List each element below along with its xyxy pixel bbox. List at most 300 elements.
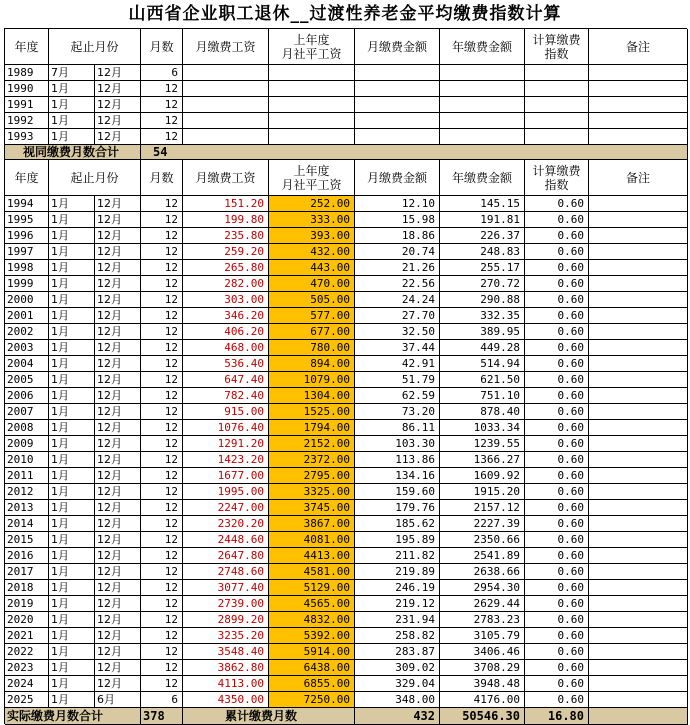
cell-monthly[interactable]: 21.26 [355, 260, 440, 276]
cell-remark[interactable] [589, 692, 688, 708]
cell-annual[interactable]: 3406.46 [440, 644, 525, 660]
cell-months[interactable]: 12 [141, 340, 183, 356]
deemed-total-label[interactable]: 视同缴费月数合计 [5, 145, 141, 160]
cell-end[interactable]: 12月 [95, 660, 141, 676]
cumulative-months-value[interactable]: 432 [355, 708, 440, 725]
cell-remark[interactable] [589, 244, 688, 260]
cell-end[interactable]: 12月 [95, 113, 141, 129]
cell-index[interactable]: 0.60 [525, 548, 589, 564]
cell-monthly[interactable]: 283.87 [355, 644, 440, 660]
cell-remark[interactable] [589, 113, 688, 129]
cell-months[interactable]: 12 [141, 420, 183, 436]
cell-annual[interactable]: 2350.66 [440, 532, 525, 548]
cell-monthly[interactable]: 103.30 [355, 436, 440, 452]
cell-year[interactable]: 2020 [5, 612, 49, 628]
cell-annual[interactable]: 145.15 [440, 196, 525, 212]
cell-avg[interactable]: 2152.00 [269, 436, 355, 452]
cell-end[interactable]: 12月 [95, 644, 141, 660]
cell-remark[interactable] [589, 324, 688, 340]
cell-start[interactable]: 1月 [49, 404, 95, 420]
header-annual-amount[interactable]: 年缴费金额 [440, 29, 525, 65]
cell-start[interactable]: 1月 [49, 676, 95, 692]
cell-avg[interactable]: 3745.00 [269, 500, 355, 516]
cell-end[interactable]: 12月 [95, 324, 141, 340]
cell-end[interactable]: 12月 [95, 260, 141, 276]
cell-year[interactable]: 1998 [5, 260, 49, 276]
cell-index[interactable]: 0.60 [525, 468, 589, 484]
cell-wage[interactable]: 2647.80 [183, 548, 269, 564]
cell-monthly[interactable]: 309.02 [355, 660, 440, 676]
cell-remark[interactable] [589, 372, 688, 388]
cell-start[interactable]: 1月 [49, 372, 95, 388]
cell-annual[interactable]: 2541.89 [440, 548, 525, 564]
cell-annual[interactable] [440, 113, 525, 129]
cell-avg[interactable]: 432.00 [269, 244, 355, 260]
cell-wage[interactable]: 647.40 [183, 372, 269, 388]
cell-months[interactable]: 6 [141, 65, 183, 81]
actual-months-label[interactable]: 实际缴费月数合计 [5, 708, 141, 725]
cell-wage[interactable]: 915.00 [183, 404, 269, 420]
cell-year[interactable]: 2019 [5, 596, 49, 612]
header-remark[interactable]: 备注 [589, 160, 688, 196]
cell-index[interactable]: 0.60 [525, 340, 589, 356]
cell-end[interactable]: 12月 [95, 97, 141, 113]
cell-remark[interactable] [589, 340, 688, 356]
cell-months[interactable]: 12 [141, 548, 183, 564]
cell-months[interactable]: 12 [141, 292, 183, 308]
cell-end[interactable]: 6月 [95, 692, 141, 708]
cell-index[interactable]: 0.60 [525, 228, 589, 244]
cell-year[interactable]: 2006 [5, 388, 49, 404]
cell-months[interactable]: 12 [141, 516, 183, 532]
cell-months[interactable]: 12 [141, 244, 183, 260]
cell-monthly[interactable]: 24.24 [355, 292, 440, 308]
cell-annual[interactable]: 3105.79 [440, 628, 525, 644]
cell-monthly[interactable]: 231.94 [355, 612, 440, 628]
cell-remark[interactable] [589, 644, 688, 660]
cell-avg[interactable]: 6855.00 [269, 676, 355, 692]
cell-index[interactable]: 0.60 [525, 612, 589, 628]
cell-remark[interactable] [589, 548, 688, 564]
cell-remark[interactable] [589, 500, 688, 516]
cell-monthly[interactable]: 22.56 [355, 276, 440, 292]
cell-start[interactable]: 1月 [49, 580, 95, 596]
cell-remark[interactable] [589, 292, 688, 308]
cell-avg[interactable] [269, 129, 355, 145]
header-months[interactable]: 月数 [141, 160, 183, 196]
cell-annual[interactable]: 332.35 [440, 308, 525, 324]
header-index[interactable]: 计算缴费 指数 [525, 160, 589, 196]
cell-index[interactable]: 0.60 [525, 260, 589, 276]
cell-index[interactable]: 0.60 [525, 452, 589, 468]
cell-remark[interactable] [589, 81, 688, 97]
cell-months[interactable]: 12 [141, 129, 183, 145]
cell-index[interactable]: 0.60 [525, 196, 589, 212]
cell-year[interactable]: 1989 [5, 65, 49, 81]
cell-wage[interactable]: 2247.00 [183, 500, 269, 516]
cell-year[interactable]: 1993 [5, 129, 49, 145]
cell-wage[interactable]: 2748.60 [183, 564, 269, 580]
cell-index[interactable]: 0.60 [525, 532, 589, 548]
cell-start[interactable]: 1月 [49, 612, 95, 628]
cell-monthly[interactable]: 246.19 [355, 580, 440, 596]
cell-remark[interactable] [589, 452, 688, 468]
cell-remark[interactable] [589, 516, 688, 532]
cell-months[interactable]: 12 [141, 388, 183, 404]
cell-remark[interactable] [589, 65, 688, 81]
cell-annual[interactable]: 751.10 [440, 388, 525, 404]
cell-annual[interactable] [440, 97, 525, 113]
cell-annual[interactable]: 2629.44 [440, 596, 525, 612]
cell-wage[interactable] [183, 113, 269, 129]
cell-remark[interactable] [589, 564, 688, 580]
cell-avg[interactable]: 443.00 [269, 260, 355, 276]
cell-remark[interactable] [589, 212, 688, 228]
cell-months[interactable]: 12 [141, 372, 183, 388]
cell-wage[interactable]: 1995.00 [183, 484, 269, 500]
cell-index[interactable]: 0.60 [525, 660, 589, 676]
cell-months[interactable]: 12 [141, 308, 183, 324]
cell-end[interactable]: 12月 [95, 388, 141, 404]
cell-months[interactable]: 12 [141, 436, 183, 452]
cell-months[interactable]: 12 [141, 484, 183, 500]
cell-monthly[interactable]: 185.62 [355, 516, 440, 532]
cell-avg[interactable]: 677.00 [269, 324, 355, 340]
cell-end[interactable]: 12月 [95, 452, 141, 468]
cell-months[interactable]: 12 [141, 676, 183, 692]
cell-wage[interactable]: 4113.00 [183, 676, 269, 692]
cell-index[interactable]: 0.60 [525, 212, 589, 228]
cell-wage[interactable]: 2739.00 [183, 596, 269, 612]
cell-months[interactable]: 12 [141, 260, 183, 276]
header-index[interactable]: 计算缴费 指数 [525, 29, 589, 65]
cell-start[interactable]: 1月 [49, 436, 95, 452]
cell-monthly[interactable]: 211.82 [355, 548, 440, 564]
cell-end[interactable]: 12月 [95, 436, 141, 452]
cell-year[interactable]: 1999 [5, 276, 49, 292]
cell-avg[interactable] [269, 97, 355, 113]
cell-index[interactable] [525, 97, 589, 113]
cell-start[interactable]: 1月 [49, 452, 95, 468]
cell-index[interactable]: 0.60 [525, 388, 589, 404]
cell-start[interactable]: 1月 [49, 500, 95, 516]
cell-months[interactable]: 12 [141, 356, 183, 372]
cell-remark[interactable] [589, 436, 688, 452]
cell-remark[interactable] [589, 308, 688, 324]
cell-wage[interactable]: 151.20 [183, 196, 269, 212]
cell-avg[interactable]: 4413.00 [269, 548, 355, 564]
cell-monthly[interactable]: 258.82 [355, 628, 440, 644]
cell-start[interactable]: 1月 [49, 548, 95, 564]
cell-year[interactable]: 2016 [5, 548, 49, 564]
cell-monthly[interactable]: 86.11 [355, 420, 440, 436]
cell-index[interactable]: 0.60 [525, 308, 589, 324]
cell-year[interactable]: 2024 [5, 676, 49, 692]
cell-annual[interactable]: 878.40 [440, 404, 525, 420]
cell-index[interactable]: 0.60 [525, 596, 589, 612]
header-avg-wage[interactable]: 上年度 月社平工资 [269, 29, 355, 65]
cell-avg[interactable]: 505.00 [269, 292, 355, 308]
cell-remark[interactable] [589, 228, 688, 244]
cell-wage[interactable]: 782.40 [183, 388, 269, 404]
cell-monthly[interactable]: 219.89 [355, 564, 440, 580]
cell-wage[interactable]: 468.00 [183, 340, 269, 356]
cell-avg[interactable] [269, 65, 355, 81]
cell-annual[interactable]: 255.17 [440, 260, 525, 276]
cell-end[interactable]: 12月 [95, 596, 141, 612]
cell-index[interactable]: 0.60 [525, 628, 589, 644]
cell-end[interactable]: 12月 [95, 468, 141, 484]
cell-end[interactable]: 12月 [95, 308, 141, 324]
header-avg-wage[interactable]: 上年度 月社平工资 [269, 160, 355, 196]
cell-year[interactable]: 2017 [5, 564, 49, 580]
cell-monthly[interactable] [355, 113, 440, 129]
cell-annual[interactable]: 1239.55 [440, 436, 525, 452]
cell-avg[interactable]: 3867.00 [269, 516, 355, 532]
cell-year[interactable]: 2023 [5, 660, 49, 676]
cell-months[interactable]: 12 [141, 532, 183, 548]
cell-end[interactable]: 12月 [95, 292, 141, 308]
cell-monthly[interactable]: 32.50 [355, 324, 440, 340]
cell-avg[interactable]: 4832.00 [269, 612, 355, 628]
cell-monthly[interactable]: 134.16 [355, 468, 440, 484]
cell-end[interactable]: 12月 [95, 340, 141, 356]
cell-index[interactable]: 0.60 [525, 420, 589, 436]
cell-start[interactable]: 1月 [49, 228, 95, 244]
annual-total-value[interactable]: 50546.30 [440, 708, 525, 725]
header-monthly-amount[interactable]: 月缴费金额 [355, 160, 440, 196]
cell-remark[interactable] [589, 388, 688, 404]
cell-monthly[interactable]: 195.89 [355, 532, 440, 548]
cell-remark[interactable] [589, 260, 688, 276]
cell-year[interactable]: 1992 [5, 113, 49, 129]
cell-avg[interactable]: 894.00 [269, 356, 355, 372]
cell-months[interactable]: 6 [141, 692, 183, 708]
cell-monthly[interactable]: 12.10 [355, 196, 440, 212]
cell-avg[interactable]: 6438.00 [269, 660, 355, 676]
cell-start[interactable]: 1月 [49, 692, 95, 708]
cell-end[interactable]: 12月 [95, 404, 141, 420]
cell-wage[interactable]: 2320.20 [183, 516, 269, 532]
cell-start[interactable]: 1月 [49, 388, 95, 404]
cell-index[interactable]: 0.60 [525, 676, 589, 692]
cell-start[interactable]: 1月 [49, 516, 95, 532]
cell-remark[interactable] [589, 129, 688, 145]
cell-end[interactable]: 12月 [95, 532, 141, 548]
cell-end[interactable]: 12月 [95, 196, 141, 212]
cell-wage[interactable]: 3077.40 [183, 580, 269, 596]
cell-year[interactable]: 2008 [5, 420, 49, 436]
header-annual-amount[interactable]: 年缴费金额 [440, 160, 525, 196]
cell-start[interactable]: 1月 [49, 532, 95, 548]
cell-months[interactable]: 12 [141, 468, 183, 484]
cell-avg[interactable]: 5129.00 [269, 580, 355, 596]
cell-months[interactable]: 12 [141, 228, 183, 244]
cell-end[interactable]: 12月 [95, 628, 141, 644]
cell-year[interactable]: 2021 [5, 628, 49, 644]
cell-start[interactable]: 1月 [49, 596, 95, 612]
cell-start[interactable]: 1月 [49, 564, 95, 580]
cell-end[interactable]: 12月 [95, 372, 141, 388]
cell-year[interactable]: 1996 [5, 228, 49, 244]
cell-annual[interactable]: 2783.23 [440, 612, 525, 628]
cell-wage[interactable] [183, 81, 269, 97]
cell-year[interactable]: 2009 [5, 436, 49, 452]
cell-start[interactable]: 1月 [49, 244, 95, 260]
cell-annual[interactable]: 2954.30 [440, 580, 525, 596]
cell-start[interactable]: 1月 [49, 644, 95, 660]
cell-months[interactable]: 12 [141, 596, 183, 612]
cell-year[interactable]: 2000 [5, 292, 49, 308]
cell-remark[interactable] [589, 356, 688, 372]
cell-monthly[interactable]: 15.98 [355, 212, 440, 228]
cell-start[interactable]: 1月 [49, 196, 95, 212]
cell-year[interactable]: 2012 [5, 484, 49, 500]
cell-index[interactable]: 0.60 [525, 564, 589, 580]
cell-remark[interactable] [589, 196, 688, 212]
cell-monthly[interactable] [355, 81, 440, 97]
cell-remark[interactable] [589, 676, 688, 692]
cell-annual[interactable]: 621.50 [440, 372, 525, 388]
cell-annual[interactable]: 1033.34 [440, 420, 525, 436]
cell-start[interactable]: 1月 [49, 113, 95, 129]
cell-year[interactable]: 2010 [5, 452, 49, 468]
cell-monthly[interactable]: 329.04 [355, 676, 440, 692]
cell-year[interactable]: 2002 [5, 324, 49, 340]
cell-remark[interactable] [589, 404, 688, 420]
cell-wage[interactable]: 259.20 [183, 244, 269, 260]
cell-avg[interactable]: 4581.00 [269, 564, 355, 580]
cell-wage[interactable]: 2448.60 [183, 532, 269, 548]
cell-monthly[interactable] [355, 65, 440, 81]
cell-start[interactable]: 1月 [49, 628, 95, 644]
cell-end[interactable]: 12月 [95, 420, 141, 436]
cell-start[interactable]: 1月 [49, 340, 95, 356]
cell-index[interactable] [525, 65, 589, 81]
cell-annual[interactable]: 449.28 [440, 340, 525, 356]
cell-end[interactable]: 12月 [95, 484, 141, 500]
cell-end[interactable]: 12月 [95, 548, 141, 564]
cell-monthly[interactable]: 179.76 [355, 500, 440, 516]
index-total-value[interactable]: 16.80 [525, 708, 589, 725]
cell-year[interactable]: 2003 [5, 340, 49, 356]
cell-remark[interactable] [589, 612, 688, 628]
cell-months[interactable]: 12 [141, 564, 183, 580]
cell-months[interactable]: 12 [141, 660, 183, 676]
cell-index[interactable]: 0.60 [525, 644, 589, 660]
cell-annual[interactable]: 4176.00 [440, 692, 525, 708]
cell-index[interactable]: 0.60 [525, 580, 589, 596]
cell-annual[interactable]: 1915.20 [440, 484, 525, 500]
cell-monthly[interactable]: 73.20 [355, 404, 440, 420]
cell-monthly[interactable]: 159.60 [355, 484, 440, 500]
cell-end[interactable]: 12月 [95, 228, 141, 244]
cell-wage[interactable]: 536.40 [183, 356, 269, 372]
cell-index[interactable]: 0.60 [525, 404, 589, 420]
header-period[interactable]: 起止月份 [49, 29, 141, 65]
cell-start[interactable]: 1月 [49, 420, 95, 436]
cell-wage[interactable]: 199.80 [183, 212, 269, 228]
cell-end[interactable]: 12月 [95, 244, 141, 260]
cell-year[interactable]: 2015 [5, 532, 49, 548]
cell-annual[interactable]: 3948.48 [440, 676, 525, 692]
deemed-total-value[interactable]: 54 [141, 145, 688, 160]
cell-start[interactable]: 7月 [49, 65, 95, 81]
cell-wage[interactable]: 1423.20 [183, 452, 269, 468]
cell-monthly[interactable]: 37.44 [355, 340, 440, 356]
cell-remark[interactable] [589, 596, 688, 612]
cell-monthly[interactable] [355, 97, 440, 113]
cell-months[interactable]: 12 [141, 113, 183, 129]
cell-year[interactable]: 2011 [5, 468, 49, 484]
cell-start[interactable]: 1月 [49, 276, 95, 292]
cell-wage[interactable]: 303.00 [183, 292, 269, 308]
cell-months[interactable]: 12 [141, 628, 183, 644]
cell-wage[interactable]: 1291.20 [183, 436, 269, 452]
cell-index[interactable] [525, 129, 589, 145]
cell-avg[interactable]: 577.00 [269, 308, 355, 324]
cell-wage[interactable]: 3235.20 [183, 628, 269, 644]
cell-year[interactable]: 1997 [5, 244, 49, 260]
cell-monthly[interactable]: 113.86 [355, 452, 440, 468]
cell-annual[interactable]: 248.83 [440, 244, 525, 260]
cell-avg[interactable]: 7250.00 [269, 692, 355, 708]
cell-annual[interactable]: 3708.29 [440, 660, 525, 676]
cell-wage[interactable]: 3548.40 [183, 644, 269, 660]
cell-avg[interactable]: 5914.00 [269, 644, 355, 660]
cell-end[interactable]: 12月 [95, 500, 141, 516]
actual-months-value[interactable]: 378 [141, 708, 183, 725]
cell-year[interactable]: 2022 [5, 644, 49, 660]
cell-monthly[interactable]: 42.91 [355, 356, 440, 372]
cell-year[interactable]: 2005 [5, 372, 49, 388]
cell-index[interactable]: 0.60 [525, 436, 589, 452]
header-year[interactable]: 年度 [5, 160, 49, 196]
cell-index[interactable]: 0.60 [525, 692, 589, 708]
cell-year[interactable]: 1994 [5, 196, 49, 212]
cell-months[interactable]: 12 [141, 97, 183, 113]
cell-months[interactable]: 12 [141, 612, 183, 628]
header-wage[interactable]: 月缴费工资 [183, 160, 269, 196]
cell-wage[interactable]: 1076.40 [183, 420, 269, 436]
cell-months[interactable]: 12 [141, 196, 183, 212]
cell-remark[interactable] [589, 532, 688, 548]
remark-total[interactable] [589, 708, 688, 725]
cell-avg[interactable]: 780.00 [269, 340, 355, 356]
cell-index[interactable]: 0.60 [525, 356, 589, 372]
cell-avg[interactable] [269, 113, 355, 129]
cell-start[interactable]: 1月 [49, 660, 95, 676]
cell-wage[interactable]: 3862.80 [183, 660, 269, 676]
cell-wage[interactable]: 265.80 [183, 260, 269, 276]
header-wage[interactable]: 月缴费工资 [183, 29, 269, 65]
cell-months[interactable]: 12 [141, 81, 183, 97]
cell-index[interactable] [525, 81, 589, 97]
cell-monthly[interactable]: 62.59 [355, 388, 440, 404]
cell-monthly[interactable]: 20.74 [355, 244, 440, 260]
cell-remark[interactable] [589, 97, 688, 113]
cell-annual[interactable]: 389.95 [440, 324, 525, 340]
cell-year[interactable]: 1990 [5, 81, 49, 97]
cell-start[interactable]: 1月 [49, 129, 95, 145]
cell-monthly[interactable]: 348.00 [355, 692, 440, 708]
cell-annual[interactable]: 2638.66 [440, 564, 525, 580]
cell-end[interactable]: 12月 [95, 276, 141, 292]
cell-index[interactable]: 0.60 [525, 372, 589, 388]
cell-wage[interactable]: 1677.00 [183, 468, 269, 484]
header-remark[interactable]: 备注 [589, 29, 688, 65]
cell-months[interactable]: 12 [141, 212, 183, 228]
